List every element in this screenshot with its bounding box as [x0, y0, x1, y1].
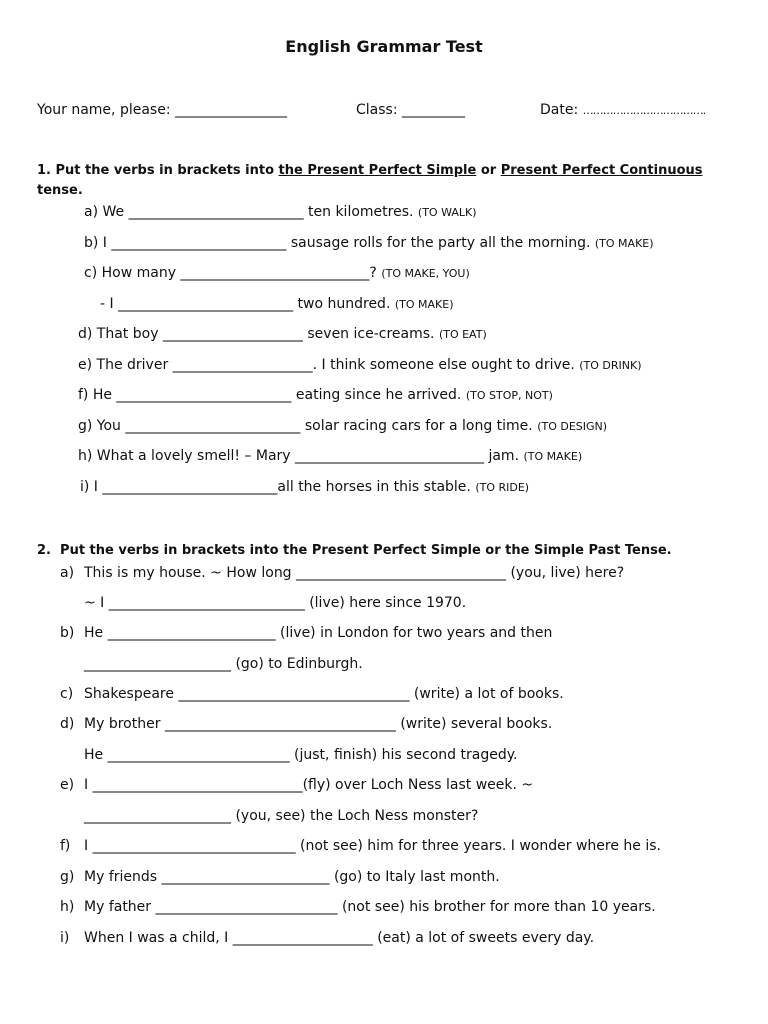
item-text: d) That boy ____________________ seven ice-creams.: [78, 326, 435, 342]
exercise2-item-b: He ________________________ (live) in London for two years and then: [84, 625, 553, 641]
page-title: English Grammar Test: [285, 37, 483, 56]
exercise2-label-e: e): [60, 777, 75, 793]
exercise2-item-c: Shakespeare _________________________________ (write) a lot of books.: [84, 686, 564, 702]
item-hint: (TO STOP, NOT): [465, 389, 553, 402]
exercise1-item-d: [78, 325, 487, 344]
exercise2-item-f: I _____________________________ (not see) him for three years. I wonder where he is.: [84, 838, 661, 854]
exercise2-item-a: This is my house. ~ How long ______________________________ (you, live) here?: [84, 565, 625, 581]
exercise1-item-e: [78, 356, 642, 375]
section1-text: Put the verbs in brackets into: [55, 163, 275, 178]
item-text: a) We _________________________ ten kilometres.: [84, 204, 414, 220]
date-field: [540, 101, 705, 120]
item-text: f) He _________________________ eating since he arrived.: [78, 387, 462, 403]
section1-number: 1.: [37, 163, 51, 178]
exercise1-item-c-answer: [100, 295, 453, 314]
exercise1-item-c: [84, 264, 470, 283]
item-hint: (TO DESIGN): [537, 420, 608, 433]
exercise1-item-i: [80, 478, 529, 497]
exercise1-item-h: [78, 447, 582, 466]
exercise2-label-d: d): [60, 716, 75, 732]
item-text: c) How many ___________________________?: [84, 265, 377, 281]
exercise2-label-h: h): [60, 899, 75, 915]
class-field: Class: _________: [356, 102, 465, 118]
exercise2-label-a: a): [60, 565, 75, 581]
exercise2-item-b-cont: _____________________ (go) to Edinburgh.: [84, 656, 363, 672]
section1-or: or: [480, 163, 497, 178]
section1-heading: [37, 162, 703, 180]
item-hint: (TO RIDE): [475, 481, 530, 494]
exercise1-item-a: [84, 203, 477, 222]
item-text: g) You _________________________ solar racing cars for a long time.: [78, 418, 533, 434]
item-hint: (TO MAKE): [394, 298, 454, 311]
exercise2-label-i: i): [60, 930, 70, 946]
item-hint: (TO MAKE, YOU): [381, 267, 470, 280]
exercise2-item-d: My brother _________________________________ (write) several books.: [84, 716, 553, 732]
exercise2-item-h: My father __________________________ (not see) his brother for more than 10 years.: [84, 899, 656, 915]
section1-underline-2: Present Perfect Continuous: [500, 163, 703, 178]
section1-underline-1: the Present Perfect Simple: [278, 163, 477, 178]
item-hint: (TO DRINK): [579, 359, 642, 372]
section2-heading: 2. Put the verbs in brackets into the Present Perfect Simple or the Simple Past Tense.: [37, 543, 672, 558]
exercise2-item-e-cont: _____________________ (you, see) the Loch Ness monster?: [84, 808, 479, 824]
name-field: Your name, please: ________________: [37, 102, 287, 118]
item-hint: (TO MAKE): [523, 450, 583, 463]
exercise1-item-f: [78, 386, 553, 405]
exercise2-item-e: I ______________________________(fly) over Loch Ness last week. ~: [84, 777, 534, 793]
exercise2-label-b: b): [60, 625, 75, 641]
section1-tense: tense.: [37, 183, 83, 198]
date-label: Date:: [540, 102, 579, 118]
exercise2-item-d-cont: He __________________________ (just, finish) his second tragedy.: [84, 747, 518, 763]
exercise2-item-a-answer: ~ I ____________________________ (live) here since 1970.: [84, 595, 467, 611]
exercise1-item-g: [78, 417, 607, 436]
item-text: e) The driver ____________________. I think someone else ought to drive.: [78, 357, 575, 373]
exercise2-label-f: f): [60, 838, 71, 854]
exercise2-label-g: g): [60, 869, 75, 885]
item-text: i) I _________________________all the horses in this stable.: [80, 479, 471, 495]
item-hint: (TO MAKE): [594, 237, 654, 250]
exercise2-label-c: c): [60, 686, 74, 702]
item-text: - I _________________________ two hundred.: [100, 296, 391, 312]
exercise2-item-i: When I was a child, I ____________________ (eat) a lot of sweets every day.: [84, 930, 595, 946]
item-text: b) I _________________________ sausage rolls for the party all the morning.: [84, 235, 591, 251]
item-hint: (TO WALK): [417, 206, 477, 219]
exercise1-item-b: [84, 234, 654, 253]
date-dots: ……………………………….: [582, 104, 706, 117]
exercise2-item-g: My friends ________________________ (go) to Italy last month.: [84, 869, 500, 885]
item-text: h) What a lovely smell! – Mary ___________________________ jam.: [78, 448, 520, 464]
item-hint: (TO EAT): [438, 328, 487, 341]
